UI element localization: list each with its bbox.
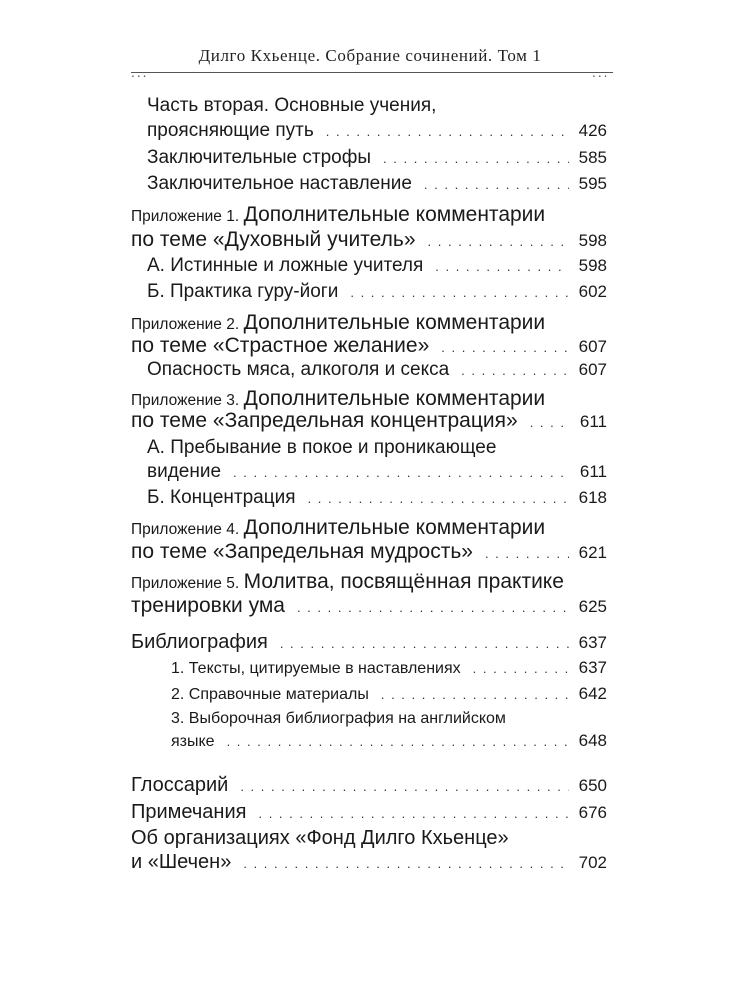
toc-title: Глоссарий xyxy=(131,774,229,796)
dot-leader xyxy=(381,687,569,702)
toc-entry-bib-3[interactable] xyxy=(171,731,607,751)
toc-title-line2: видение xyxy=(147,461,222,482)
dot-leader xyxy=(441,340,568,355)
toc-entry-app3[interactable] xyxy=(131,409,607,433)
running-header: Дилго Кхьенце. Собрание сочинений. Том 1 xyxy=(198,46,542,65)
toc-entry-app3-a[interactable] xyxy=(147,461,607,483)
dot-leader xyxy=(308,491,569,506)
toc-title: А. Истинные и ложные учителя xyxy=(147,255,424,276)
toc-entry-final-verses[interactable] xyxy=(147,147,607,169)
toc-orgs-line1: Об организациях «Фонд Дилго Кхьенце» xyxy=(131,827,509,849)
toc-entry-app2-a[interactable] xyxy=(147,359,607,381)
dot-leader xyxy=(243,856,568,871)
toc-part2-line2: проясняющие путь xyxy=(147,120,314,141)
appendix-title: Молитва, посвящённая практике xyxy=(243,570,564,593)
appendix-title-line2: тренировки ума xyxy=(131,594,285,617)
toc-entry-app4[interactable] xyxy=(131,540,607,564)
toc-entry-bib-2[interactable] xyxy=(171,684,607,704)
page-number: 595 xyxy=(578,174,607,193)
page-number: 607 xyxy=(578,337,607,356)
page-number: 598 xyxy=(578,231,607,250)
toc-title: Б. Практика гуру-йоги xyxy=(147,281,339,302)
page-number: 637 xyxy=(578,633,607,652)
appendix-prefix: Приложение 5. xyxy=(131,575,240,592)
toc-entry-app1[interactable] xyxy=(131,228,607,252)
appendix-prefix: Приложение 1. xyxy=(131,208,240,225)
appendix-prefix: Приложение 2. xyxy=(131,316,240,333)
toc-entry-notes[interactable] xyxy=(131,801,607,824)
toc-entry-final-instruction[interactable] xyxy=(147,173,607,195)
toc-title: Библиография xyxy=(131,631,268,653)
toc-title: 1. Тексты, цитируемые в наставлениях xyxy=(171,660,461,677)
toc-app2-line1 xyxy=(131,311,545,335)
toc-title: Заключительные строфы xyxy=(147,147,372,168)
header-ornament-right: ... xyxy=(592,66,610,80)
toc-entry-app2[interactable] xyxy=(131,334,607,358)
toc-app3-line1 xyxy=(131,387,545,411)
toc-title-line2: языке xyxy=(171,733,215,750)
toc-entry-part2[interactable] xyxy=(147,120,607,142)
page-number: 426 xyxy=(578,121,607,140)
page-number: 607 xyxy=(578,360,607,379)
dot-leader xyxy=(428,234,569,249)
toc-entry-app1-b[interactable] xyxy=(147,281,607,303)
dot-leader xyxy=(227,734,569,749)
toc-entry-orgs[interactable] xyxy=(131,851,607,874)
appendix-title: Дополнительные комментарии xyxy=(243,311,546,334)
toc-title: Примечания xyxy=(131,801,247,823)
toc-entry-app1-a[interactable] xyxy=(147,255,607,277)
header-rule xyxy=(131,72,613,73)
dot-leader xyxy=(424,177,569,192)
page-number: 637 xyxy=(578,658,607,677)
dot-leader xyxy=(485,546,569,561)
toc-entry-bib-1[interactable] xyxy=(171,658,607,678)
page-number: 642 xyxy=(578,684,607,703)
appendix-title-line2: по теме «Запредельная мудрость» xyxy=(131,540,473,563)
toc-app4-line1 xyxy=(131,516,545,540)
appendix-title-line2: по теме «Страстное желание» xyxy=(131,334,430,357)
toc-title-line2: и «Шечен» xyxy=(131,851,232,873)
appendix-title-line2: по теме «Запредельная концентрация» xyxy=(131,409,518,432)
dot-leader xyxy=(297,600,569,615)
dot-leader xyxy=(258,806,568,821)
page-number: 611 xyxy=(579,462,607,481)
page-number: 702 xyxy=(578,853,607,872)
appendix-title: Дополнительные комментарии xyxy=(243,387,546,410)
page-number: 648 xyxy=(578,731,607,750)
dot-leader xyxy=(473,661,569,676)
appendix-title-line2: по теме «Духовный учитель» xyxy=(131,228,416,251)
page-number: 676 xyxy=(578,803,607,822)
toc-bib-3-line1: 3. Выборочная библиография на английском xyxy=(171,710,506,727)
dot-leader xyxy=(530,415,570,430)
toc-entry-app3-b[interactable] xyxy=(147,487,607,509)
dot-leader xyxy=(280,636,569,651)
page-number: 618 xyxy=(578,488,607,507)
toc-app3-a-line1: А. Пребывание в покое и проникающее xyxy=(147,437,497,458)
page-number: 650 xyxy=(578,776,607,795)
page-number: 598 xyxy=(578,256,607,275)
toc-entry-app5[interactable] xyxy=(131,594,607,618)
header-ornament-left: ... xyxy=(131,66,149,80)
toc-app1-line1 xyxy=(131,203,545,227)
dot-leader xyxy=(350,285,568,300)
appendix-prefix: Приложение 3. xyxy=(131,392,240,409)
toc-entry-bibliography[interactable] xyxy=(131,631,607,654)
toc-app5-line1 xyxy=(131,570,564,594)
page-number: 621 xyxy=(578,543,607,562)
toc-title: Б. Концентрация xyxy=(147,487,296,508)
toc-title: Опасность мяса, алкоголя и секса xyxy=(147,359,450,380)
dot-leader xyxy=(435,259,568,274)
dot-leader xyxy=(326,124,569,139)
appendix-title: Дополнительные комментарии xyxy=(243,203,546,226)
dot-leader xyxy=(383,151,569,166)
page-number: 625 xyxy=(578,597,607,616)
toc-entry-glossary[interactable] xyxy=(131,774,607,797)
toc-part2-line1: Часть вторая. Основные учения, xyxy=(147,95,437,116)
page-number: 611 xyxy=(579,412,607,431)
appendix-prefix: Приложение 4. xyxy=(131,521,240,538)
dot-leader xyxy=(233,465,570,480)
dot-leader xyxy=(461,363,568,378)
page-number: 585 xyxy=(578,148,607,167)
toc-title: 2. Справочные материалы xyxy=(171,686,369,703)
appendix-title: Дополнительные комментарии xyxy=(243,516,546,539)
dot-leader xyxy=(240,779,568,794)
toc-title: Заключительное наставление xyxy=(147,173,412,194)
page-number: 602 xyxy=(578,282,607,301)
